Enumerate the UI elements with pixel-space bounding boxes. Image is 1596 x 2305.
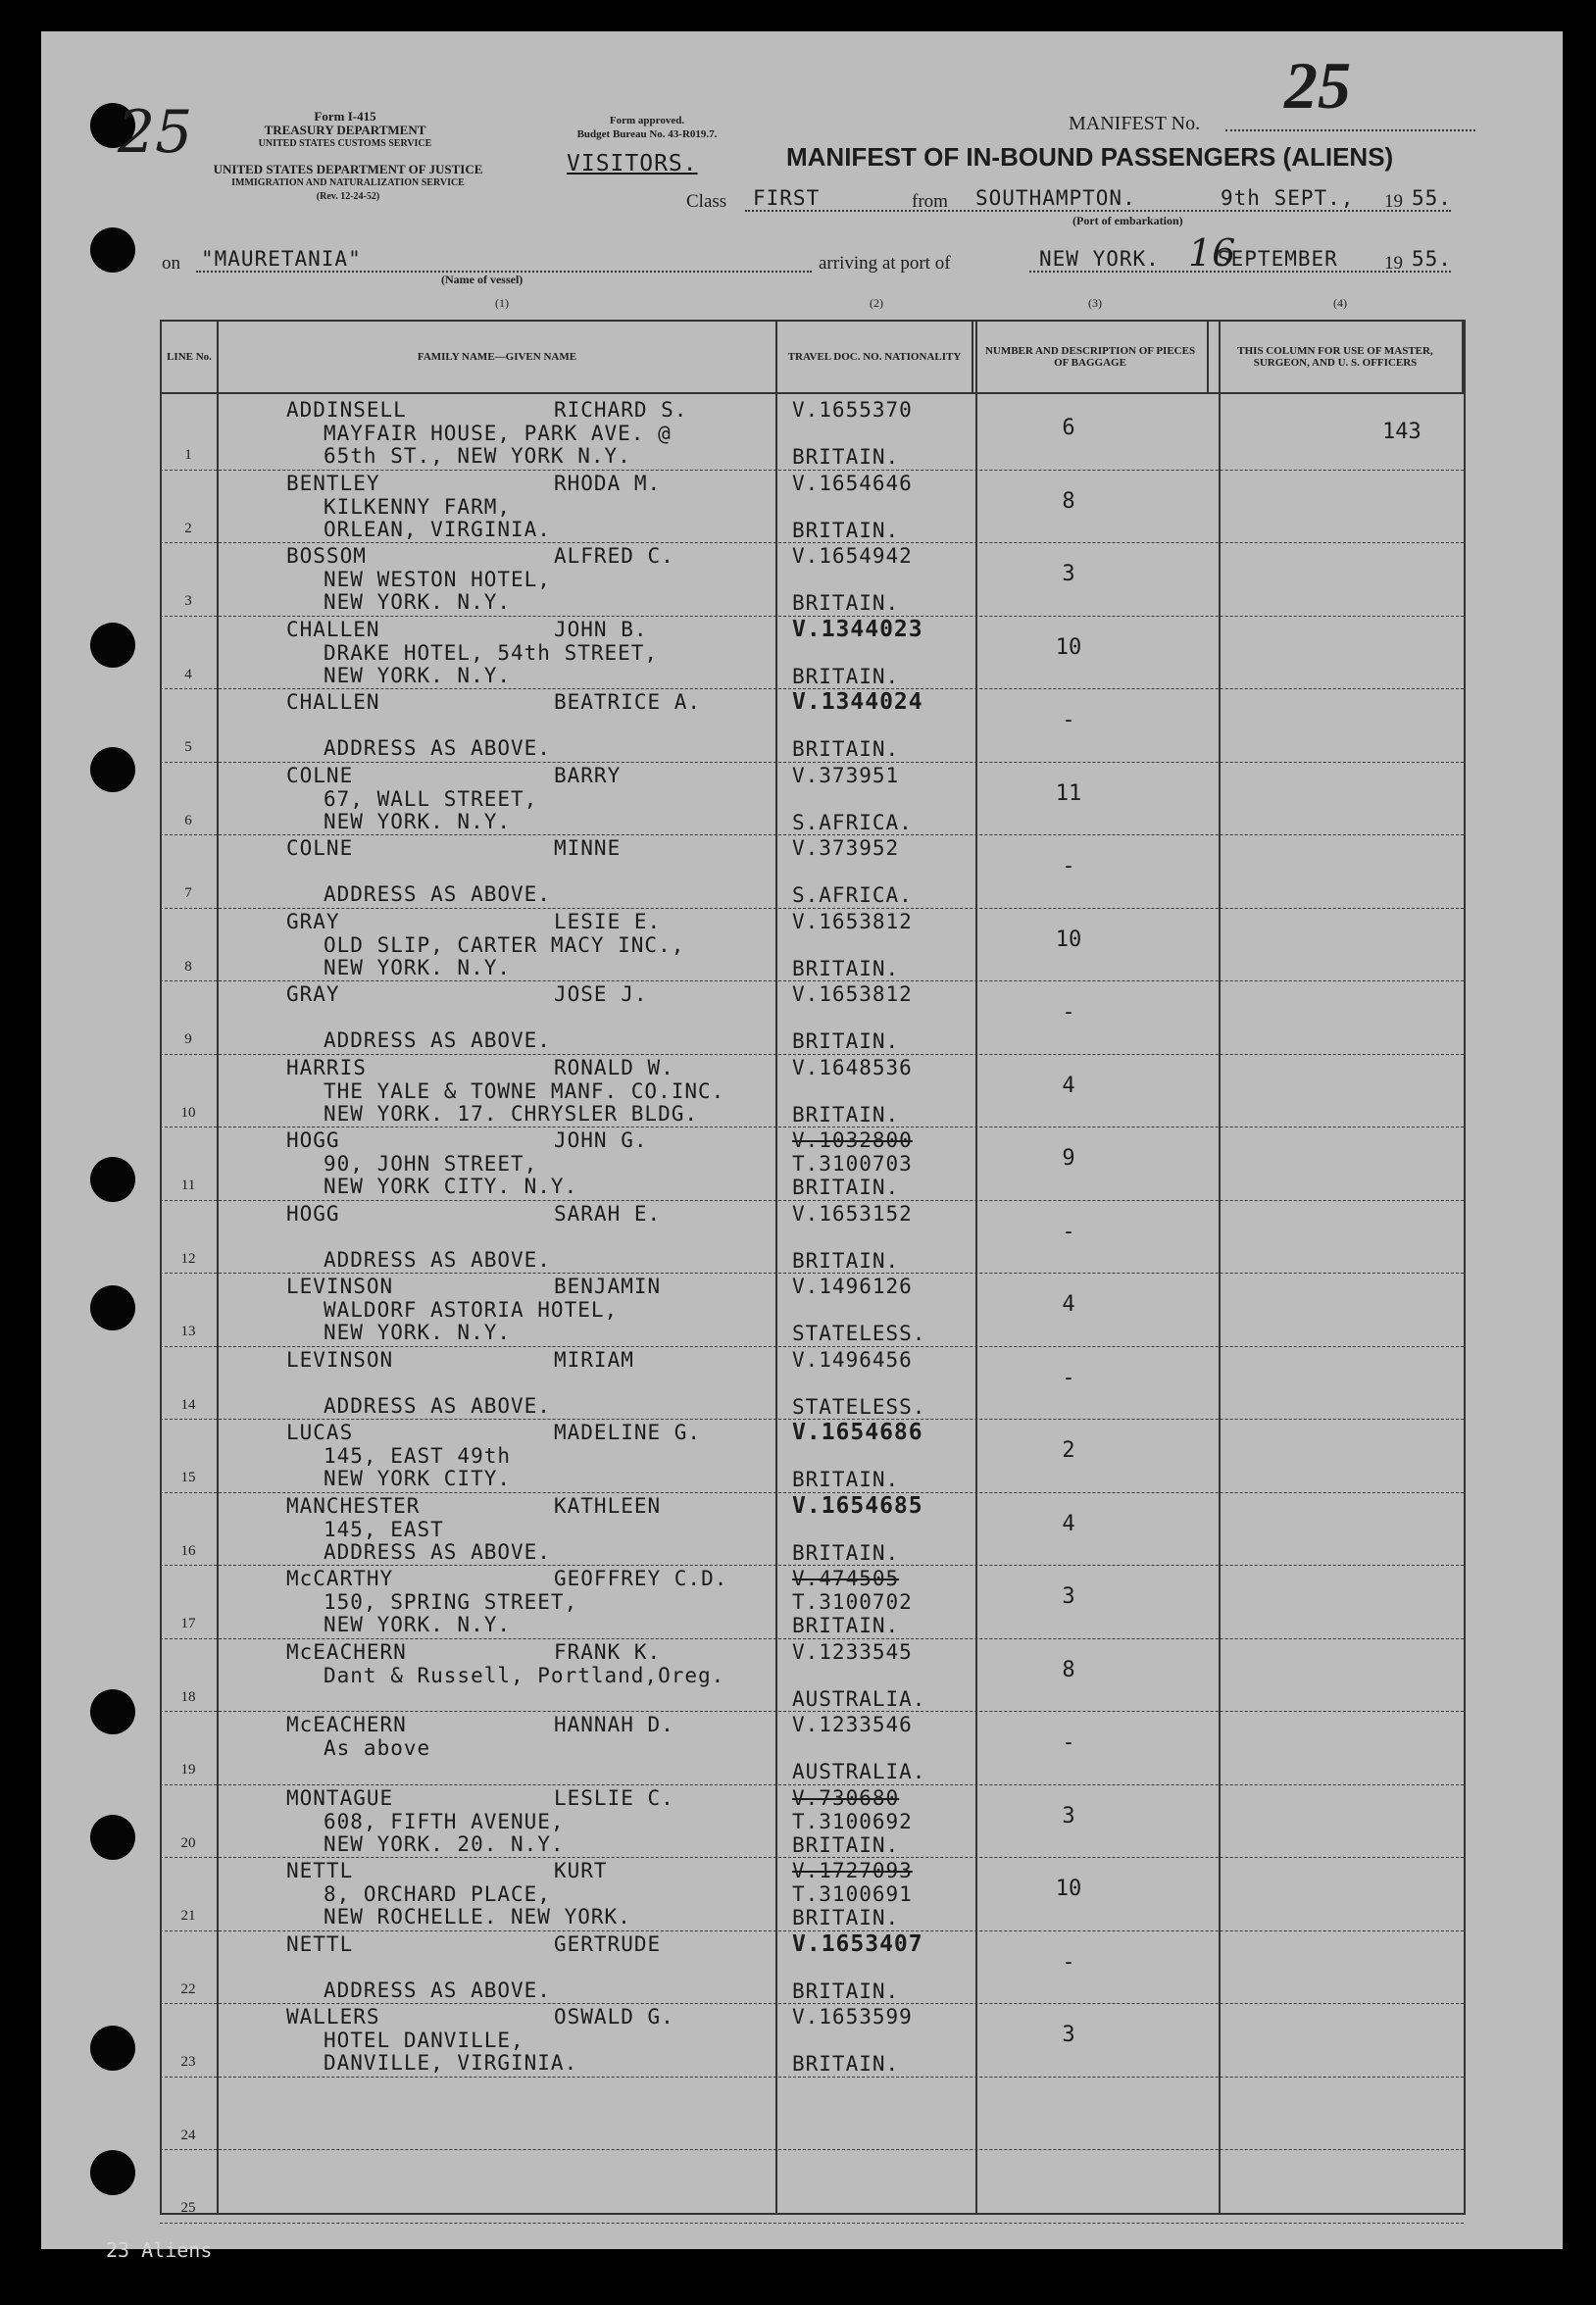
baggage-count: 10 [1055, 1877, 1082, 1901]
on-label: on [162, 253, 180, 274]
nationality: BRITAIN. [792, 1102, 900, 1127]
arrival-year-prefix: 19 [1384, 253, 1403, 274]
row-divider [160, 2149, 1464, 2150]
vessel-note: (Name of vessel) [441, 273, 524, 286]
arriving-label: arriving at port of [819, 253, 951, 274]
nationality: BRITAIN. [792, 1468, 900, 1491]
baggage-count: - [1062, 1219, 1075, 1244]
arrival-month: SEPTEMBER [1218, 247, 1338, 271]
family-name: LEVINSON [286, 1275, 394, 1298]
binder-hole [90, 747, 135, 792]
given-name: MIRIAM [554, 1347, 634, 1372]
nationality: BRITAIN. [792, 445, 900, 469]
header-name: FAMILY NAME—GIVEN NAME [218, 321, 776, 393]
given-name: BENJAMIN [554, 1275, 662, 1298]
nationality: AUSTRALIA. [792, 1686, 926, 1711]
baggage-count: 2 [1062, 1438, 1075, 1463]
address-line-1: THE YALE & TOWNE MANF. CO.INC. [324, 1078, 725, 1103]
address-line-2: NEW YORK. N.Y. [324, 809, 512, 833]
baggage-count: 8 [1062, 488, 1075, 514]
family-name: HARRIS [286, 1055, 367, 1079]
embarkation-note: (Port of embarkation) [1072, 214, 1183, 227]
baggage-count: 4 [1062, 1511, 1075, 1536]
family-name: MANCHESTER [286, 1493, 421, 1518]
address-line-2: ADDRESS AS ABOVE. [324, 1247, 551, 1272]
given-name: JOSE J. [554, 982, 648, 1006]
given-name: GEOFFREY C.D. [554, 1567, 728, 1590]
line-number: 16 [180, 1542, 196, 1559]
travel-doc-number: V.373951 [792, 763, 900, 787]
address-line-1: WALDORF ASTORIA HOTEL, [324, 1298, 619, 1322]
arrival-day: 16 [1188, 231, 1236, 275]
travel-doc-number: V.1653152 [792, 1201, 913, 1226]
binder-hole [90, 623, 135, 668]
vessel-name: "MAURETANIA" [201, 247, 362, 271]
address-line-2: ADDRESS AS ABOVE. [324, 736, 551, 760]
header-line-no: LINE No. [161, 321, 218, 393]
travel-doc-alt: T.3100703 [792, 1152, 913, 1176]
family-name: ADDINSELL [286, 398, 407, 422]
given-name: RHODA M. [554, 471, 662, 495]
nationality: BRITAIN. [792, 1832, 900, 1857]
line-number: 7 [184, 885, 192, 901]
line-number: 18 [180, 1688, 196, 1705]
embarkation-port: SOUTHAMPTON. [975, 186, 1136, 210]
manifest-number-label: MANIFEST No. [1069, 113, 1201, 134]
baggage-count: - [1062, 708, 1075, 732]
address-line-2: NEW YORK. 17. CHRYSLER BLDG. [324, 1101, 699, 1126]
row-divider [160, 1565, 1464, 1566]
travel-doc-number: V.1727093 [792, 1859, 913, 1882]
family-name: NETTL [286, 1931, 354, 1956]
line-number: 9 [184, 1031, 192, 1047]
nationality: BRITAIN. [792, 1248, 900, 1273]
travel-doc-alt: T.3100702 [792, 1590, 913, 1614]
column-divider [1464, 320, 1466, 2214]
address-line-1: NEW WESTON HOTEL, [324, 568, 551, 591]
row-divider [160, 762, 1464, 763]
line-number: 3 [184, 593, 192, 609]
given-name: BEATRICE A. [554, 690, 702, 714]
nationality: AUSTRALIA. [792, 1760, 926, 1783]
address-line-1: HOTEL DANVILLE, [324, 2029, 524, 2052]
line-number: 21 [180, 1908, 196, 1924]
line-number: 15 [180, 1470, 196, 1485]
line-number: 17 [180, 1616, 196, 1631]
travel-doc-number: V.1655370 [792, 398, 913, 422]
row-divider [160, 908, 1464, 909]
binder-hole [90, 1689, 135, 1734]
family-name: HOGG [286, 1201, 340, 1226]
baggage-count: 3 [1062, 2023, 1075, 2047]
passenger-table-header [160, 320, 1464, 394]
address-line-1: 145, EAST [324, 1517, 444, 1541]
address-line-1: 608, FIFTH AVENUE, [324, 1809, 565, 1833]
given-name: JOHN B. [554, 617, 648, 641]
row-divider [160, 1273, 1464, 1274]
row-divider [160, 1054, 1464, 1055]
nationality: BRITAIN. [792, 1540, 900, 1565]
officer-note: 143 [1382, 420, 1421, 444]
address-line-1: 150, SPRING STREET, [324, 1590, 578, 1614]
given-name: RICHARD S. [554, 398, 688, 422]
nationality: S.AFRICA. [792, 810, 913, 834]
line-number: 1 [184, 447, 192, 463]
baggage-count: 4 [1062, 1073, 1075, 1098]
travel-doc-number: V.1653599 [792, 2005, 913, 2029]
travel-doc-number: V.1653407 [792, 1930, 923, 1957]
family-name: COLNE [286, 836, 354, 860]
given-name: FRANK K. [554, 1639, 662, 1664]
justice-department: UNITED STATES DEPARTMENT OF JUSTICE [213, 162, 483, 176]
family-name: COLNE [286, 763, 354, 787]
line-number: 24 [180, 2127, 196, 2143]
from-label: from [912, 191, 948, 212]
travel-doc-number: V.1032800 [792, 1128, 913, 1152]
line-number: 12 [180, 1250, 196, 1267]
class-line [745, 210, 1451, 212]
form-number: Form I-415 [314, 109, 376, 124]
address-line-2: ADDRESS AS ABOVE. [324, 1393, 551, 1418]
line-number: 5 [184, 739, 192, 755]
budget-bureau: Budget Bureau No. 43-R019.7. [576, 128, 718, 140]
given-name: SARAH E. [554, 1201, 662, 1226]
travel-doc-number: V.1496456 [792, 1347, 913, 1372]
embarkation-date: 9th SEPT., [1221, 186, 1355, 210]
col-number-1: (1) [495, 296, 509, 310]
travel-doc-number: V.1233545 [792, 1639, 913, 1664]
embarkation-year: 55. [1412, 186, 1452, 210]
given-name: KATHLEEN [554, 1493, 662, 1518]
travel-doc-number: V.1233546 [792, 1713, 913, 1736]
approval-block [549, 114, 745, 141]
address-line-2: 65th ST., NEW YORK N.Y. [324, 444, 631, 468]
given-name: GERTRUDE [554, 1931, 662, 1956]
travel-doc-number: V.474505 [792, 1567, 900, 1590]
address-line-2: ADDRESS AS ABOVE. [324, 1028, 551, 1052]
family-name: WALLERS [286, 2005, 380, 2029]
address-line-2: NEW YORK. 20. N.Y. [324, 1831, 565, 1856]
manifest-title: MANIFEST OF IN-BOUND PASSENGERS (ALIENS) [786, 142, 1394, 172]
address-line-2: NEW YORK. N.Y. [324, 590, 512, 614]
header-officers: THIS COLUMN FOR USE OF MASTER, SURGEON, AND U. S. OFFICERS [1208, 321, 1463, 393]
family-name: LEVINSON [286, 1347, 394, 1372]
address-line-2: ADDRESS AS ABOVE. [324, 1539, 551, 1564]
baggage-count: - [1062, 1000, 1075, 1025]
travel-doc-number: V.1654685 [792, 1492, 923, 1519]
nationality: BRITAIN. [792, 737, 900, 761]
family-name: McCARTHY [286, 1567, 394, 1590]
line-number: 10 [180, 1104, 196, 1121]
family-name: CHALLEN [286, 617, 380, 641]
arrival-year: 55. [1412, 247, 1452, 271]
baggage-count: - [1062, 1730, 1075, 1755]
baggage-count: 4 [1062, 1292, 1075, 1317]
baggage-count: 10 [1055, 634, 1082, 660]
given-name: HANNAH D. [554, 1713, 674, 1736]
line-number: 13 [180, 1324, 196, 1339]
nationality: BRITAIN. [792, 1979, 900, 2003]
family-name: CHALLEN [286, 690, 380, 714]
travel-doc-number: V.373952 [792, 836, 900, 860]
arrival-port: NEW YORK. [1039, 247, 1160, 271]
baggage-count: 3 [1062, 1584, 1075, 1609]
address-line-1: DRAKE HOTEL, 54th STREET, [324, 640, 659, 665]
family-name: NETTL [286, 1859, 354, 1882]
row-divider [160, 2223, 1464, 2224]
nationality: BRITAIN. [792, 591, 900, 615]
row-divider [160, 2003, 1464, 2004]
class-value: FIRST [753, 186, 821, 210]
line-number: 25 [180, 2200, 196, 2216]
line-number: 20 [180, 1834, 196, 1851]
baggage-count: - [1062, 1365, 1075, 1390]
address-line-2: NEW ROCHELLE. NEW YORK. [324, 1905, 631, 1929]
family-name: McEACHERN [286, 1639, 407, 1664]
nationality: BRITAIN. [792, 1029, 900, 1053]
address-line-1: KILKENNY FARM, [324, 494, 512, 519]
line-number: 4 [184, 666, 192, 682]
address-line-2: NEW YORK CITY. N.Y. [324, 1175, 578, 1198]
travel-doc-number: V.1654686 [792, 1420, 923, 1445]
given-name: LESIE E. [554, 909, 662, 933]
travel-doc-number: V.1344024 [792, 689, 923, 715]
given-name: OSWALD G. [554, 2005, 674, 2029]
address-line-1: 145, EAST 49th [324, 1444, 512, 1468]
line-number: 14 [180, 1396, 196, 1413]
row-divider [160, 1784, 1464, 1785]
row-divider [160, 834, 1464, 835]
address-line-2: ORLEAN, VIRGINIA. [324, 517, 551, 541]
binder-hole [90, 227, 135, 273]
baggage-count: - [1062, 854, 1075, 878]
travel-doc-alt: T.3100691 [792, 1882, 913, 1906]
address-line-1: As above [324, 1736, 431, 1760]
travel-doc-number: V.1496126 [792, 1275, 913, 1298]
customs-service: UNITED STATES CUSTOMS SERVICE [258, 138, 432, 149]
address-line-1: 90, JOHN STREET, [324, 1152, 538, 1176]
address-line-2: NEW YORK. N.Y. [324, 955, 512, 979]
given-name: RONALD W. [554, 1055, 674, 1079]
line-number: 22 [180, 1980, 196, 1997]
manifest-number-value: 25 [1284, 48, 1351, 123]
nationality: BRITAIN. [792, 1906, 900, 1929]
travel-doc-number: V.1648536 [792, 1055, 913, 1079]
row-divider [160, 1857, 1464, 1858]
travel-doc-alt: T.3100692 [792, 1809, 913, 1833]
col-number-3: (3) [1088, 296, 1102, 310]
address-line-2: ADDRESS AS ABOVE. [324, 1978, 551, 2002]
justice-block [157, 163, 539, 204]
baggage-count: - [1062, 1949, 1075, 1975]
row-divider [160, 2077, 1464, 2078]
line-number: 23 [180, 2054, 196, 2070]
address-line-2: NEW YORK. N.Y. [324, 1613, 512, 1636]
nationality: STATELESS. [792, 1322, 926, 1345]
treasury-department: TREASURY DEPARTMENT [264, 123, 426, 137]
given-name: BARRY [554, 763, 622, 787]
family-name: MONTAGUE [286, 1785, 394, 1810]
line-number: 6 [184, 812, 192, 828]
travel-doc-number: V.1653812 [792, 909, 913, 933]
binder-hole [90, 1815, 135, 1860]
line-number: 8 [184, 958, 192, 975]
nationality: BRITAIN. [792, 1614, 900, 1637]
family-name: BENTLEY [286, 471, 380, 495]
given-name: MADELINE G. [554, 1421, 702, 1444]
baggage-count: 3 [1062, 562, 1075, 586]
family-name: LUCAS [286, 1421, 354, 1444]
address-line-1: 8, ORCHARD PLACE, [324, 1882, 551, 1906]
address-line-2: NEW YORK CITY. [324, 1467, 512, 1490]
col-number-4: (4) [1333, 296, 1347, 310]
ins-service: IMMIGRATION AND NATURALIZATION SERVICE [231, 177, 465, 188]
given-name: MINNE [554, 836, 622, 860]
total-aliens: 23 Aliens [106, 2238, 213, 2262]
class-label: Class [686, 191, 727, 212]
address-line-2: NEW YORK. N.Y. [324, 663, 512, 687]
year-prefix: 19 [1384, 191, 1403, 212]
binder-hole [90, 2026, 135, 2071]
address-line-1: 67, WALL STREET, [324, 786, 538, 811]
form-block [227, 110, 463, 151]
row-divider [160, 470, 1464, 471]
address-line-1: OLD SLIP, CARTER MACY INC., [324, 932, 685, 957]
binder-hole [90, 2150, 135, 2195]
baggage-count: 8 [1062, 1657, 1075, 1682]
family-name: McEACHERN [286, 1713, 407, 1736]
line-number: 2 [184, 520, 192, 536]
nationality: S.AFRICA. [792, 883, 913, 907]
manifest-number-line [1225, 129, 1475, 131]
baggage-count: 10 [1055, 927, 1082, 952]
nationality: BRITAIN. [792, 664, 900, 688]
family-name: BOSSOM [286, 544, 367, 568]
nationality: STATELESS. [792, 1394, 926, 1419]
family-name: GRAY [286, 909, 340, 933]
visitors-label: VISITORS. [567, 151, 698, 176]
row-divider [160, 980, 1464, 981]
baggage-count: 6 [1062, 416, 1075, 440]
address-line-1: Dant & Russell, Portland,Oreg. [324, 1663, 725, 1687]
header-baggage: NUMBER AND DESCRIPTION OF PIECES OF BAGGAGE [973, 321, 1208, 393]
line-number: 11 [180, 1178, 196, 1193]
header-travel-doc: TRAVEL DOC. NO. NATIONALITY [776, 321, 973, 393]
form-approved: Form approved. [609, 115, 685, 126]
nationality: BRITAIN. [792, 518, 900, 542]
travel-doc-number: V.730680 [792, 1785, 900, 1810]
given-name: LESLIE C. [554, 1785, 674, 1810]
binder-hole [90, 1157, 135, 1202]
nationality: BRITAIN. [792, 1176, 900, 1199]
travel-doc-number: V.1653812 [792, 982, 913, 1006]
address-line-2: NEW YORK. N.Y. [324, 1321, 512, 1344]
nationality: BRITAIN. [792, 2052, 900, 2076]
col-number-2: (2) [870, 296, 883, 310]
family-name: GRAY [286, 982, 340, 1006]
table-bottom-border [160, 2213, 1466, 2215]
form-revision: (Rev. 12-24-52) [316, 191, 380, 202]
given-name: ALFRED C. [554, 544, 674, 568]
given-name: JOHN G. [554, 1128, 648, 1152]
corner-handwritten-number: 25 [118, 98, 193, 167]
row-divider [160, 1346, 1464, 1347]
given-name: KURT [554, 1859, 608, 1882]
family-name: HOGG [286, 1128, 340, 1152]
row-divider [160, 1200, 1464, 1201]
arrival-line [1029, 271, 1451, 273]
row-divider [160, 542, 1464, 543]
travel-doc-number: V.1654646 [792, 471, 913, 495]
baggage-count: 9 [1062, 1146, 1075, 1171]
address-line-2: DANVILLE, VIRGINIA. [324, 2051, 578, 2075]
travel-doc-number: V.1654942 [792, 544, 913, 568]
baggage-count: 11 [1055, 780, 1082, 806]
line-number: 19 [180, 1762, 196, 1778]
address-line-2: ADDRESS AS ABOVE. [324, 882, 551, 906]
nationality: BRITAIN. [792, 956, 900, 980]
binder-hole [90, 1285, 135, 1330]
baggage-count: 3 [1062, 1803, 1075, 1829]
address-line-1: MAYFAIR HOUSE, PARK AVE. @ [324, 422, 672, 445]
row-divider [160, 1711, 1464, 1712]
travel-doc-number: V.1344023 [792, 616, 923, 642]
row-divider [160, 1638, 1464, 1639]
